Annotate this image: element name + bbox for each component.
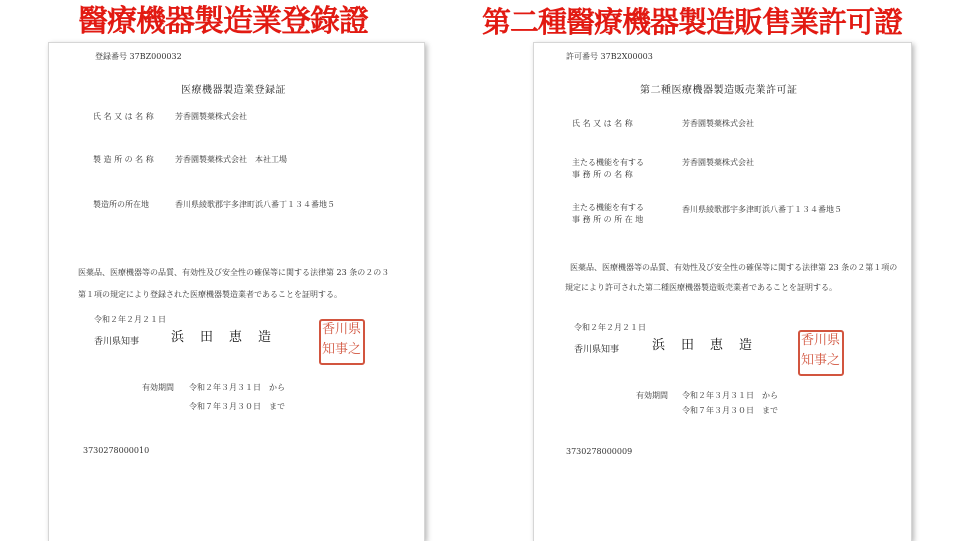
name-value: 芳香園製薬株式会社 [682,119,754,128]
validity-from: 令和２年３月３１日 から [682,391,778,400]
body-line-2: 規定により許可された第二種医療機器製造販売業者であることを証明する。 [565,283,837,292]
office-name-label-2: 事 務 所 の 名 称 [572,170,633,179]
seal-char: 事 [814,353,828,368]
registration-certificate [48,42,425,541]
certificate-title: 第二種医療機器製造販売業許可証 [640,85,798,96]
seal-char: 川 [335,322,349,337]
permit-number: 許可番号 37B2X00003 [566,52,653,61]
heading-left: 醫療機器製造業登錄證 [78,4,368,39]
validity-label: 有効期間 [142,383,174,392]
seal-char: 知 [322,342,336,357]
validity-from: 令和２年３月３１日 から [189,383,285,392]
office-name-value: 芳香園製薬株式会社 [682,158,754,167]
official-seal [798,330,844,376]
seal-char: 事 [335,342,349,357]
body-line-1: 医薬品、医療機器等の品質、有効性及び安全性の確保等に関する法律第 23 条の２の３ [78,268,390,277]
plant-name-value: 芳香園製薬株式会社 本社工場 [175,155,287,164]
seal-char: 川 [814,333,828,348]
seal-char: 香 [322,322,336,337]
seal-char: 之 [348,342,362,357]
issue-date: 令和２年２月２１日 [94,315,166,324]
seal-char: 知 [801,353,815,368]
document-number: 3730278000010 [83,446,150,455]
plant-address-value: 香川県綾歌郡宇多津町浜八番丁１３４番地５ [175,200,335,209]
validity-label: 有効期間 [636,391,668,400]
validity-to: 令和７年３月３０日 まで [682,406,778,415]
issue-date: 令和２年２月２１日 [574,323,646,332]
marketing-permit-certificate [533,42,912,541]
seal-char: 香 [801,333,815,348]
office-address-label-2: 事 務 所 の 所 在 地 [572,215,644,224]
certificate-title: 医療機器製造業登録証 [181,85,286,96]
body-line-2: 第１項の規定により登録された医療機器製造業者であることを証明する。 [78,290,342,299]
registration-number: 登録番号 37BZ000032 [95,52,182,61]
heading-right: 第二種醫療機器製造販售業許可證 [482,5,903,39]
governor-name: 浜田恵造 [171,330,288,345]
office-name-label-1: 主たる機能を有する [572,158,644,167]
body-line-1: 医薬品、医療機器等の品質、有効性及び安全性の確保等に関する法律第 23 条の２第１項の [570,263,898,272]
official-seal [319,319,365,365]
governor-name: 浜田恵造 [652,338,769,353]
name-value: 芳香園製薬株式会社 [175,112,247,121]
name-label: 氏 名 又 は 名 称 [93,112,154,121]
governor-title: 香川県知事 [94,337,140,347]
governor-title: 香川県知事 [574,345,620,355]
document-number: 3730278000009 [566,447,633,456]
seal-char: 之 [827,353,841,368]
validity-to: 令和７年３月３０日 まで [189,402,285,411]
office-address-label-1: 主たる機能を有する [572,203,644,212]
plant-address-label: 製造所の所在地 [93,200,149,209]
office-address-value: 香川県綾歌郡宇多津町浜八番丁１３４番地５ [682,205,842,214]
name-label: 氏 名 又 は 名 称 [572,119,633,128]
seal-char: 県 [827,333,841,348]
seal-char: 県 [348,322,362,337]
plant-name-label: 製 造 所 の 名 称 [93,155,154,164]
